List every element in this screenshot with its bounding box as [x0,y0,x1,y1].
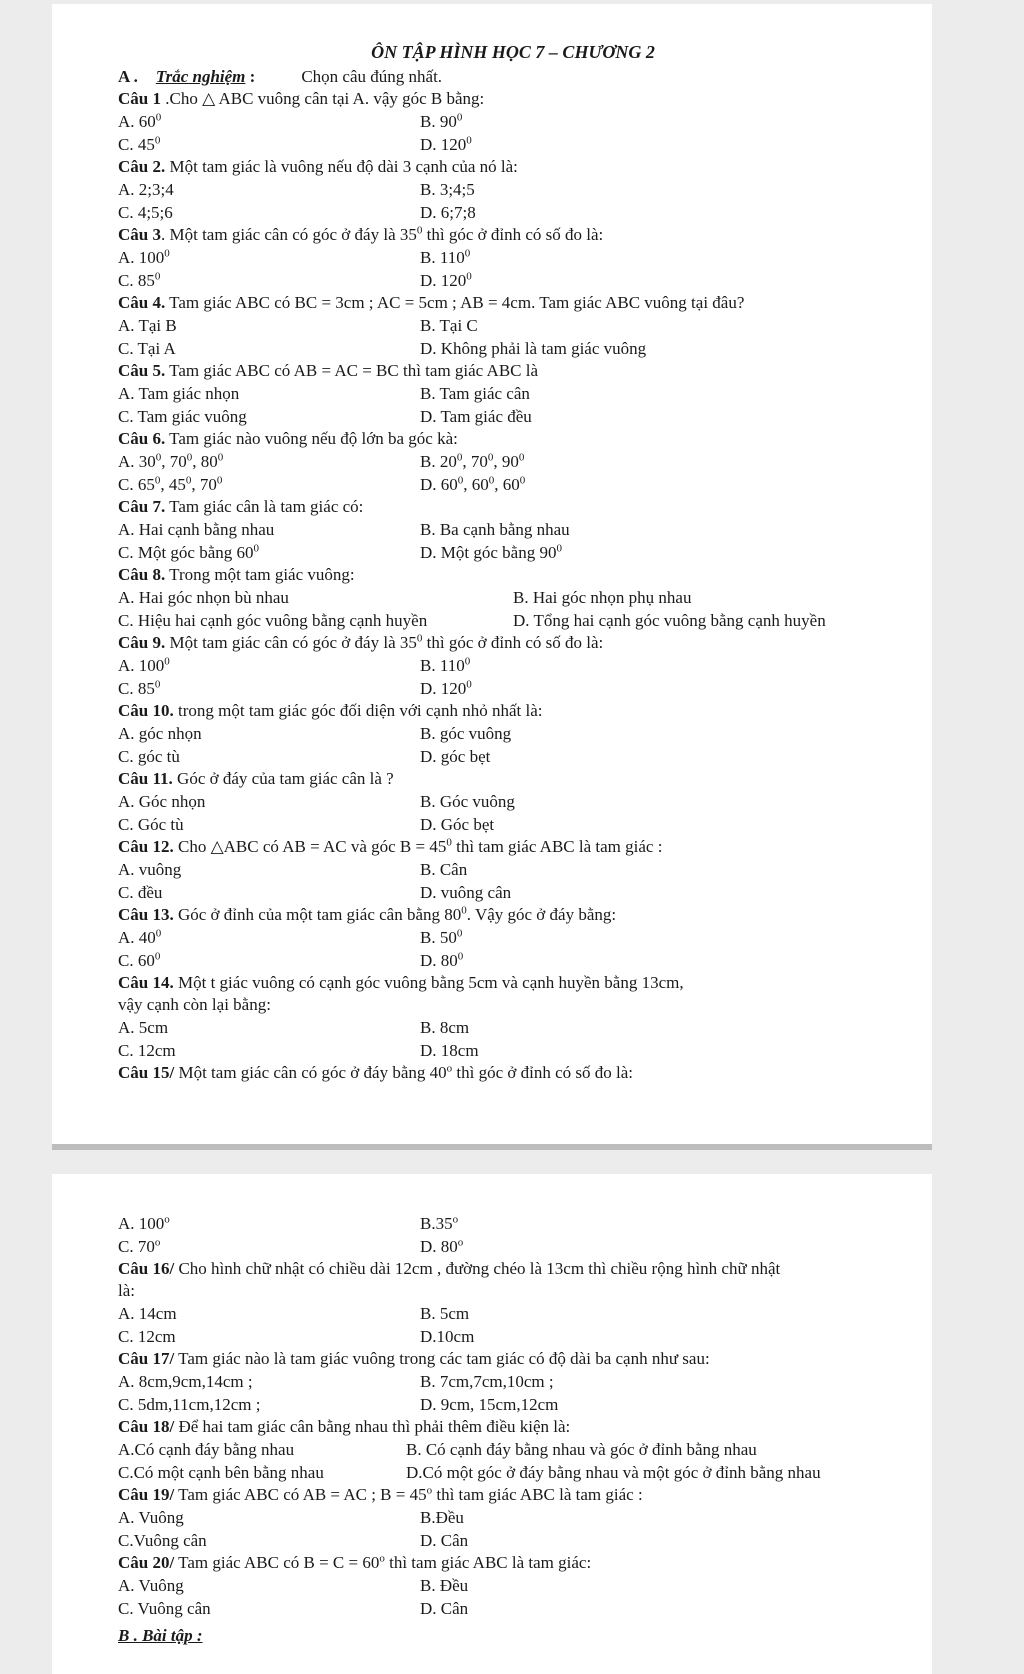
question-17-options-cd: C. 5dm,11cm,12cm ; D. 9cm, 15cm,12cm [118,1395,559,1414]
question-9-options-cd: C. $85^0$ D. $120^0$ [118,678,472,698]
question-19-options-cd: C.Vuông cân D. Cân [118,1531,469,1550]
section-b-heading: B . Bài tập : [118,1626,203,1645]
question-15: Câu 15/ Một tam giác cân có góc ở đáy bằng 40$^o$ thì góc ở đỉnh có số đo là: [118,1062,633,1082]
question-16: Câu 16/ Cho hình chữ nhật có chiều dài 12cm , đường chéo là 13cm thì chiều rộng hình chữ nhật [118,1259,781,1278]
question-8-options-ab: A. Hai góc nhọn bù nhau B. Hai góc nhọn phụ nhau [118,588,692,607]
question-12-options-cd: C. đều D. vuông cân [118,883,512,902]
question-4: Câu 4. Tam giác ABC có BC = 3cm ; AC = 5cm ; AB = 4cm. Tam giác ABC vuông tại đâu? [118,293,745,312]
question-17-options-ab: A. 8cm,9cm,14cm ; B. 7cm,7cm,10cm ; [118,1372,554,1391]
question-11: Câu 11. Góc ở đáy của tam giác cân là ? [118,769,394,788]
question-10-options-ab: A. góc nhọn B. góc vuông [118,724,512,743]
question-2-options-cd: C. 4;5;6 D. 6;7;8 [118,203,476,222]
question-2: Câu 2. Một tam giác là vuông nếu độ dài 3 cạnh của nó là: [118,157,518,176]
question-11-options-cd: C. Góc tù D. Góc bẹt [118,815,495,834]
question-3-options-cd: C. $85^0$ D. $120^0$ [118,270,472,290]
question-17: Câu 17/ Tam giác nào là tam giác vuông trong các tam giác có độ dài ba cạnh như sau: [118,1349,710,1368]
question-3-options-ab: A. $100^0$ B. $110^0$ [118,247,471,267]
question-20: Câu 20/ Tam giác ABC có $B = C = 60^o$ thì tam giác ABC là tam giác: [118,1552,592,1572]
question-14-options-ab: A. 5cm B. 8cm [118,1018,470,1037]
question-13-options-ab: A. $40^0$ B. $50^0$ [118,927,463,947]
question-14-continued: vậy cạnh còn lại bằng: [118,995,271,1014]
question-12-options-ab: A. vuông B. Cân [118,860,468,879]
question-16-options-ab: A. 14cm B. 5cm [118,1304,470,1323]
question-6-options-cd: C. $65^0$, $45^0$, $70^0$ D. $60^0$, $60^0$, $60^0$ [118,474,526,494]
question-15-options-cd: C. 70$^o$ D. 80$^o$ [118,1236,464,1256]
question-8: Câu 8. Trong một tam giác vuông: [118,565,355,584]
question-9-options-ab: A. $100^0$ B. $110^0$ [118,655,471,675]
question-5: Câu 5. Tam giác ABC có AB = AC = BC thì tam giác ABC là [118,361,539,380]
question-20-options-cd: C. Vuông cân D. Cân [118,1599,469,1618]
question-5-options-ab: A. Tam giác nhọn B. Tam giác cân [118,384,530,403]
question-1: Câu 1 .Cho △ ABC vuông cân tại A. vậy góc B bằng: [118,89,485,108]
section-a-heading: A . Trắc nghiệm : Chọn câu đúng nhất. [118,67,443,86]
question-10: Câu 10. trong một tam giác góc đối diện với cạnh nhỏ nhất là: [118,701,543,720]
question-4-options-ab: A. Tại B B. Tại C [118,316,478,335]
question-3: Câu 3. Một tam giác cân có góc ở đáy là $35^0$ thì góc ở đỉnh có số đo là: [118,224,604,244]
question-14: Câu 14. Một t giác vuông có cạnh góc vuông bằng 5cm và cạnh huyền bằng 13cm, [118,973,684,992]
question-7-options-ab: A. Hai cạnh bằng nhau B. Ba cạnh bằng nhau [118,520,570,539]
question-11-options-ab: A. Góc nhọn B. Góc vuông [118,792,515,811]
question-6: Câu 6. Tam giác nào vuông nếu độ lớn ba góc kà: [118,429,458,448]
document-title: ÔN TẬP HÌNH HỌC 7 – CHƯƠNG 2 [371,42,655,62]
question-6-options-ab: A. $30^0$, $70^0$, $80^0$ B. $20^0$, $70^0$, $90^0$ [118,451,525,471]
question-19-options-ab: A. Vuông B.Đều [118,1508,464,1527]
question-20-options-ab: A. Vuông B. Đều [118,1576,469,1595]
question-1-options-ab: A. $60^0$ B. $90^0$ [118,111,463,131]
question-10-options-cd: C. góc tù D. góc bẹt [118,747,491,766]
question-18: Câu 18/ Để hai tam giác cân bằng nhau thì phải thêm điều kiện là: [118,1417,571,1436]
question-8-options-cd: C. Hiệu hai cạnh góc vuông bằng cạnh huyền D. Tổng hai cạnh góc vuông bằng cạnh huyền [118,611,826,630]
question-1-options-cd: C. $45^0$ D. $120^0$ [118,134,472,154]
question-14-options-cd: C. 12cm D. 18cm [118,1041,479,1060]
question-9: Câu 9. Một tam giác cân có góc ở đáy là $35^0$ thì góc ở đỉnh có số đo là: [118,632,604,652]
page-divider [52,1144,932,1150]
question-18-options-cd: C.Có một cạnh bên bằng nhau D.Có một góc ở đáy bằng nhau và một góc ở đỉnh bằng nhau [118,1463,821,1482]
question-13: Câu 13. Góc ở đỉnh của một tam giác cân bằng $80^0$. Vậy góc ở đáy bằng: [118,904,617,924]
page1-content [118,4,928,1084]
question-12: Câu 12. Cho △ABC có AB = AC và góc $B = 45^0$ thì tam giác ABC là tam giác : [118,836,663,856]
question-16-continued: là: [118,1281,135,1300]
question-15-options-ab: A. 100$^o$ B.35$^o$ [118,1213,459,1233]
question-16-options-cd: C. 12cm D.10cm [118,1327,475,1346]
question-4-options-cd: C. Tại A D. Không phải là tam giác vuông [118,339,647,358]
question-18-options-ab: A.Có cạnh đáy bằng nhau B. Có cạnh đáy bằng nhau và góc ở đỉnh bằng nhau [118,1440,757,1459]
question-13-options-cd: C. $60^0$ D. $80^0$ [118,950,464,970]
question-5-options-cd: C. Tam giác vuông D. Tam giác đều [118,407,532,426]
question-7: Câu 7. Tam giác cân là tam giác có: [118,497,364,516]
page2-content [118,1212,928,1648]
question-7-options-cd: C. Một góc bằng $60^0$ D. Một góc bằng $90^0$ [118,542,562,562]
question-19: Câu 19/ Tam giác ABC có AB = AC ; $B = 45^o$ thì tam giác ABC là tam giác : [118,1484,643,1504]
question-2-options-ab: A. 2;3;4 B. 3;4;5 [118,180,475,199]
